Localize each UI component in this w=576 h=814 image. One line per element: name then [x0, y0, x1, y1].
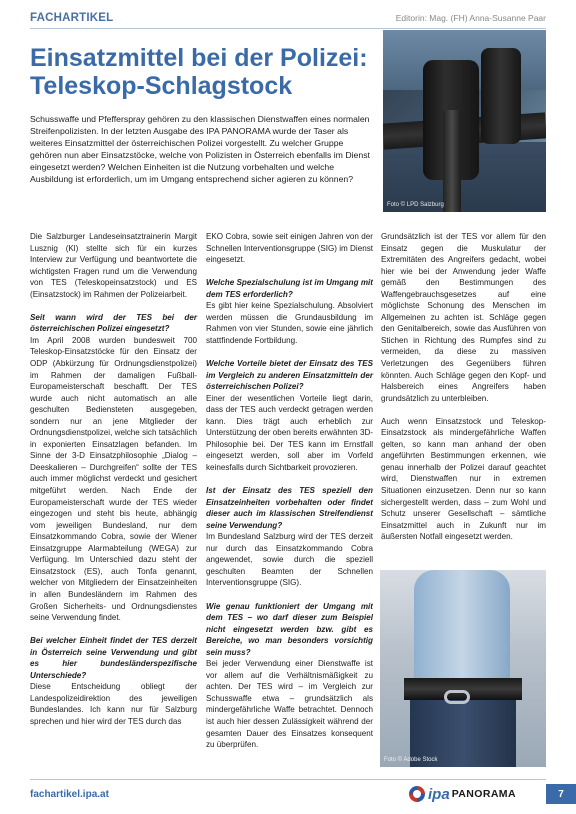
page-number: 7 [546, 784, 576, 804]
answer-5: Im Bundesland Salzburg wird der TES derzeit nur durch das Einsatzkommando Cobra angewendet, sowie durch die speziell geschulten Beamten der Schnellen Interventionsgruppe (SIG). [206, 532, 373, 588]
answer-6: Bei jeder Verwendung einer Dienstwaffe ist vor allem auf die Verhältnismäßigkeit zu achten. Der TES wird – im Vergleich zur Schusswaffe etwa – grundsätzlich als mindergefährliche Waffe betrachtet. Dennoch ist auch hier dessen Zulässigkeit während der gesamten Dauer des Einsatzes konsequent zu überprüfen. [206, 659, 373, 750]
photo-credit-bottom: Foto © Adobe Stock [384, 757, 438, 763]
question-3: Welche Spezialschulung ist im Umgang mit dem TES erforderlich? [206, 278, 373, 299]
footer-link[interactable]: fachartikel.ipa.at [30, 789, 109, 800]
column-1 [30, 231, 197, 739]
article-lead: Schusswaffe und Pfefferspray gehören zu den klassischen Dienstwaffen eines normalen Streifenpolizisten. In der letzten Ausgabe des IPA PANORAMA wurde der Taser als weiteres Einsatzmittel der österreichischen Polizei vorgestellt. Zu welcher Gruppe gehören nun aber Einsatzstöcke, welche von Polizisten in Österreich ebenfalls im Dienst eingesetzt werden? Welchen Einheiten ist die Nutzung vorbehalten und welche Ausbildung ist erforderlich, um im Umgang entsprechend sicher agieren zu können? [30, 114, 370, 185]
column-3 [381, 231, 546, 554]
header-divider [30, 28, 546, 29]
answer-1: Im April 2008 wurden bundesweit 700 Teleskop-Einsatzstöcke für den Einsatz der ODP (Abkürzung für Ordnungsdienstpolizei) im Rahmen der damaligen Fußball-Europameisterschaft beschafft. Der TES wurde auch nicht automatisch an alle geschulten Bediensteten ausgegeben, sondern nur an jene Mitglieder der Ordnungsdienstpolizei, welche sich tatsächlich in exponierten Einsatzlagen befanden. Im Sinne der 3-D Einsatzphilosophie „Dialog – Deeskalieren – Durchgreifen“ sollte der TES auch immer möglichst verdeckt und gesichert mitgeführt werden. Nach Ende der Europameisterschaft wurde der TES wieder eingezogen und steht bis heute, abhängig vom jeweiligen Bundesland, nur dem Einsatzkommando Cobra, sowie der Wiener Einsatzgruppe Alarmabteilung (WEGA) zur Verfügung. Im Unterschied dazu steht der Einsatzstock (ES), auch Tonfa genannt, welcher von Mitgliedern der Einsatzeinheiten in allen Bundesländern im Rahmen des Großen Sicherheits- und Ordnungsdienstes seine Verwendung findet. [30, 335, 197, 623]
answer-4: Einer der wesentlichen Vorteile liegt darin, dass der TES auch verdeckt getragen werden kann. Dies trägt auch erheblich zur Unterstützung der oben bereits erwähnten 3D-Philosophie bei. Der TES kann im Ernstfall eingesetzt werden, soll aber im Vorfeld keinesfalls durch Sichtbarkeit provozieren. [206, 393, 373, 472]
logo-ipa-text: ipa [428, 785, 450, 803]
paragraph: Grundsätzlich ist der TES vor allem für den Einsatz gegen die Muskulatur der Extremitäten des Angreifers gedacht, wobei hier wie bei der Anwendung jeder Waffe gemäß den Bestimmungen des Waffengebrauchsgesetzes auf eine möglichste Schonung des Menschen im Allgemeinen zu achten ist. Schläge gegen den Genitalbereich, sowie das Ausführen von Stichen in Richtung des Rumpfes sind zu vermeiden, da diese zu massiven Verletzungen des Gegenübers führen könnten. Auch Schläge gegen den Kopf- und Halsbereich eines Angreifers haben grundsätzlich zu unterbleiben. [381, 232, 546, 403]
ipa-emblem-icon [409, 786, 425, 802]
photo-officer-belt [380, 570, 546, 767]
section-label: FACHARTIKEL [30, 12, 114, 24]
title-line-2: Teleskop-Schlagstock [30, 72, 293, 100]
photo-credit-top: Foto © LPD Salzburg [387, 202, 444, 208]
editor-credit: Editorin: Mag. (FH) Anna-Susanne Paar [395, 13, 546, 23]
logo-panorama-text: PANORAMA [451, 788, 516, 800]
article-title [30, 44, 375, 100]
page-header [0, 0, 576, 30]
photo-baton-holster [383, 30, 546, 212]
handcuffs-icon [444, 690, 470, 704]
question-5: Ist der Einsatz des TES speziell den Einsatzeinheiten vorbehalten oder findet dieser auch im klassischen Streifendienst seine Verwendung? [206, 486, 373, 530]
paragraph: EKO Cobra, sowie seit einigen Jahren von der Schnellen Interventionsgruppe (SIG) im Dienst eingesetzt. [206, 232, 373, 265]
question-2: Bei welcher Einheit findet der TES derzeit in Österreich seine Verwendung und gibt es hier bundesländerspezifische Unterschiede? [30, 636, 197, 680]
ipa-panorama-logo [409, 785, 516, 803]
answer-2: Diese Entscheidung obliegt der Landespolizeidirektion des jeweiligen Bundeslandes. Ich kann nur für Salzburg sprechen und hier wird der TES durch das [30, 682, 197, 726]
question-4: Welche Vorteile bietet der Einsatz des TES im Vergleich zu anderen Einsatzmitteln der österreichischen Polizei? [206, 359, 373, 392]
question-1: Seit wann wird der TES bei der österreichischen Polizei eingesetzt? [30, 312, 197, 334]
intro-paragraph: Die Salzburger Landeseinsatztrainerin Margit Lusznig (Kl) stellte sich für ein kurzes Interview zur Verfügung und beantwortete die wichtigsten Fragen rund um die Verwendung von TES (Teleskopeinsatzstock) und ES (Einsatzstock) im Rahmen der Polizeiarbeit. [30, 232, 197, 299]
question-6: Wie genau funktioniert der Umgang mit dem TES – wo darf dieser zum Beispiel nicht eingesetzt werden bzw. gibt es Bereiche, wo man besonders vorsichtig sein muss? [206, 601, 373, 657]
title-line-1: Einsatzmittel bei der Polizei: [30, 44, 368, 72]
column-2 [206, 231, 373, 762]
footer-divider [30, 779, 546, 780]
answer-3: Es gibt hier keine Spezialschulung. Absolviert werden müssen die Grundausbildung im Rahmen von vier Stunden, sowie eine jährlich stattfindende Fortbildung. [206, 301, 373, 345]
closing-paragraph: Auch wenn Einsatzstock und Teleskop-Einsatzstock als mindergefährliche Waffen gelten, so kann man anhand der oben angeführten Bestimmungen erkennen, wie genau innerhalb der Polizei darauf geachtet wird, Dienstwaffen nur in extremen Situationen einzusetzen. Denn nur so kann sichergestellt werden, dass – zum Wohl und Schutz unserer Gesellschaft – sämtliche Einsatzmittel auch in Zukunft nur im äußersten Notfall eingesetzt werden. [381, 416, 546, 542]
